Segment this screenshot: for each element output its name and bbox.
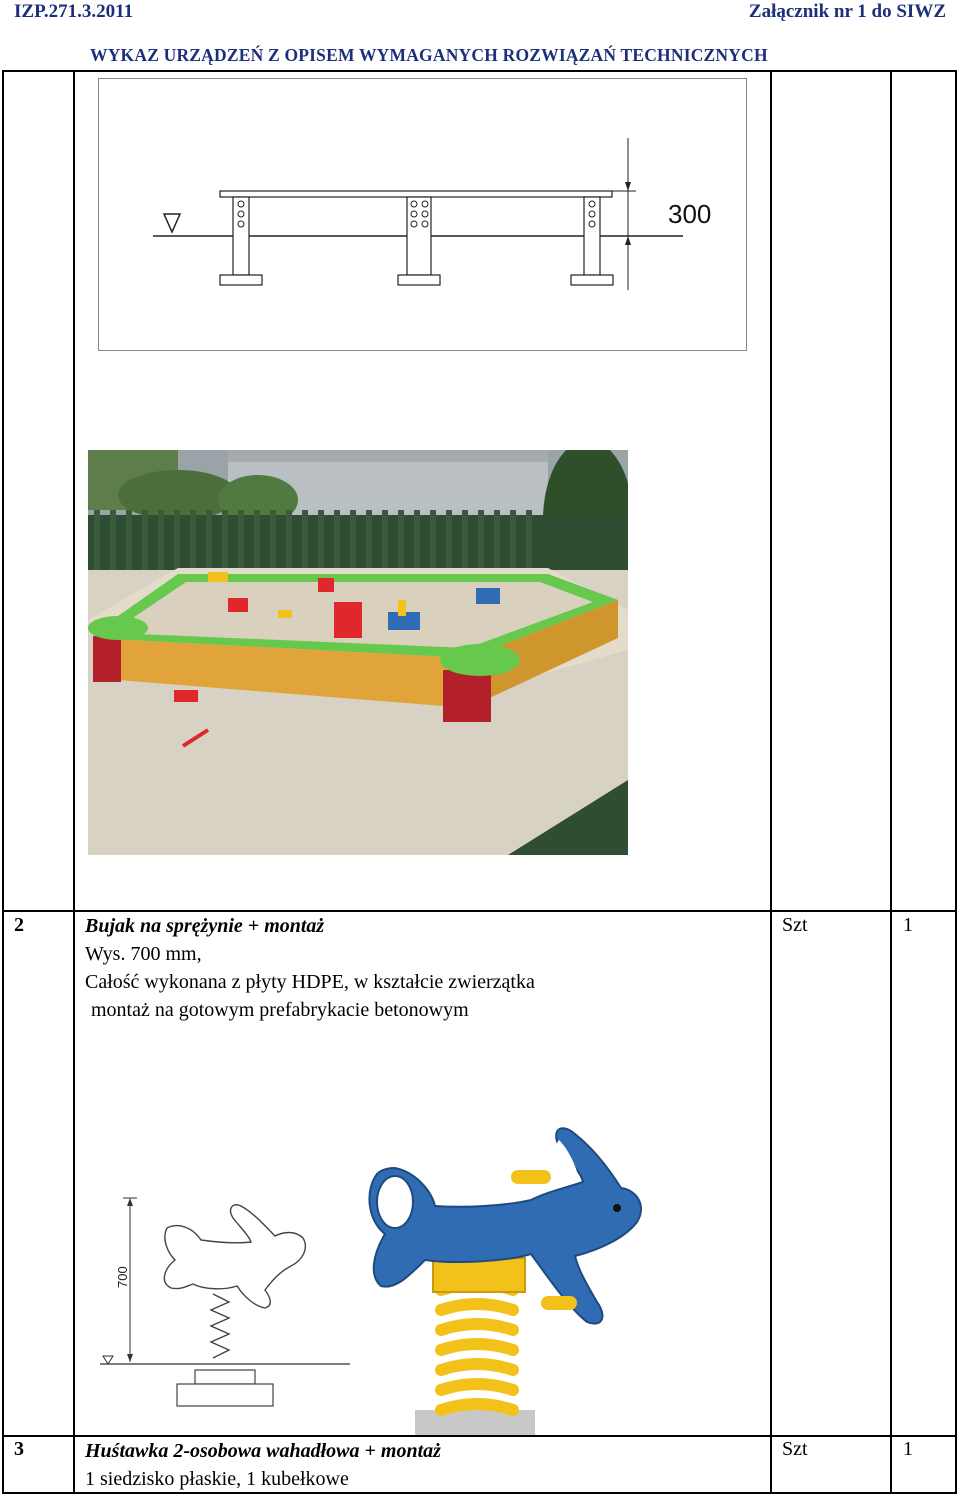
spring-rider-drawing-svg — [95, 1190, 355, 1415]
item-detail-line: montaż na gotowym prefabrykacie betonowym — [91, 999, 469, 1021]
sandbox-photo-svg — [88, 450, 628, 855]
item-number: 2 — [14, 914, 24, 936]
column-divider — [890, 70, 892, 1494]
document-reference: IZP.271.3.2011 — [14, 1, 134, 22]
column-divider — [73, 70, 75, 1494]
item-detail-line: 1 siedzisko płaskie, 1 kubełkowe — [85, 1468, 349, 1490]
table-top-border — [2, 70, 957, 72]
item-detail-line: Całość wykonana z płyty HDPE, w kształcie zwierzątka — [85, 971, 535, 993]
document-title: WYKAZ URZĄDZEŃ Z OPISEM WYMAGANYCH ROZWIĄZAŃ TECHNICZNYCH — [90, 45, 768, 65]
spring-rider-height-dimension: 700 — [115, 1266, 130, 1288]
item-quantity: 1 — [903, 1438, 913, 1460]
bench-drawing-svg — [98, 78, 748, 352]
item-description — [85, 1437, 441, 1493]
bench-technical-drawing — [98, 78, 748, 357]
item-description — [85, 912, 535, 1024]
spring-rider-technical-drawing — [95, 1190, 355, 1420]
item-unit: Szt — [782, 1438, 808, 1460]
item-unit: Szt — [782, 914, 808, 936]
item-quantity: 1 — [903, 914, 913, 936]
attachment-label: Załącznik nr 1 do SIWZ — [748, 1, 946, 22]
table-right-border — [955, 70, 957, 1494]
sandbox-photo — [88, 450, 628, 860]
item-number: 3 — [14, 1438, 24, 1460]
column-divider — [770, 70, 772, 1494]
table-left-border — [2, 70, 4, 1494]
bench-height-dimension: 300 — [668, 199, 712, 229]
item-name: Huśtawka 2-osobowa wahadłowa + montaż — [85, 1440, 441, 1462]
item-detail-line: Wys. 700 mm, — [85, 943, 202, 965]
ground-level-icon — [103, 1356, 113, 1364]
item-name: Bujak na sprężynie + montaż — [85, 915, 325, 937]
spring-rider-photo — [355, 1110, 655, 1440]
spring-rider-photo-svg — [355, 1110, 655, 1435]
